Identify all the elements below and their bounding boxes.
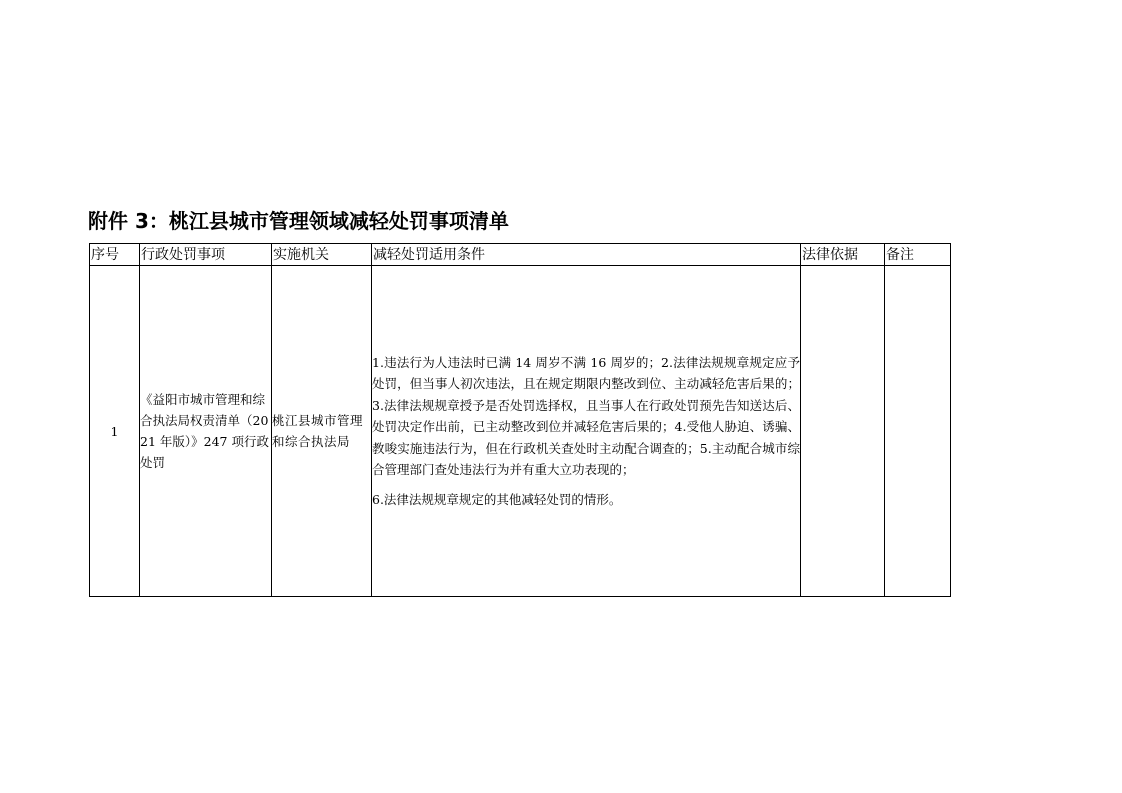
conditions-text-last: 6.法律法规规章规定的其他减轻处罚的情形。 — [372, 491, 622, 507]
page-title: 附件 3：桃江县城市管理领域减轻处罚事项清单 — [88, 209, 509, 233]
header-basis: 法律依据 — [801, 244, 885, 266]
table-row — [90, 266, 951, 597]
cell-remarks — [885, 266, 951, 597]
cell-seq: 1 — [90, 266, 140, 597]
cell-conditions — [372, 266, 801, 597]
header-conditions: 减轻处罚适用条件 — [372, 244, 801, 266]
cell-basis — [801, 266, 885, 597]
header-seq: 序号 — [90, 244, 140, 266]
table-header-row — [90, 244, 951, 266]
header-remarks: 备注 — [885, 244, 951, 266]
header-item: 行政处罚事项 — [140, 244, 272, 266]
cell-agency: 桃江县城市管理和综合执法局 — [272, 266, 372, 597]
cell-item: 《益阳市城市管理和综合执法局权责清单（2021 年版）》247 项行政处罚 — [140, 266, 272, 597]
conditions-text: 1.违法行为人违法时已满 14 周岁不满 16 周岁的；2.法律法规规章规定应予处罚，但当事人初次违法，且在规定期限内整改到位、主动减轻危害后果的；3.法律法规规章授予是否处罚选择权，且当事人在行政处罚预先告知送达后、处罚决定作出前，已主动整改到位并减轻危害后果的；4.受他人胁迫、诱骗、教唆实施违法行为，但在行政机关查处时主动配合调查的；5.主动配合城市综合管理部门查处违法行为并有重大立功表现的； — [372, 354, 800, 478]
penalty-reduction-table — [89, 243, 951, 597]
header-agency: 实施机关 — [272, 244, 372, 266]
